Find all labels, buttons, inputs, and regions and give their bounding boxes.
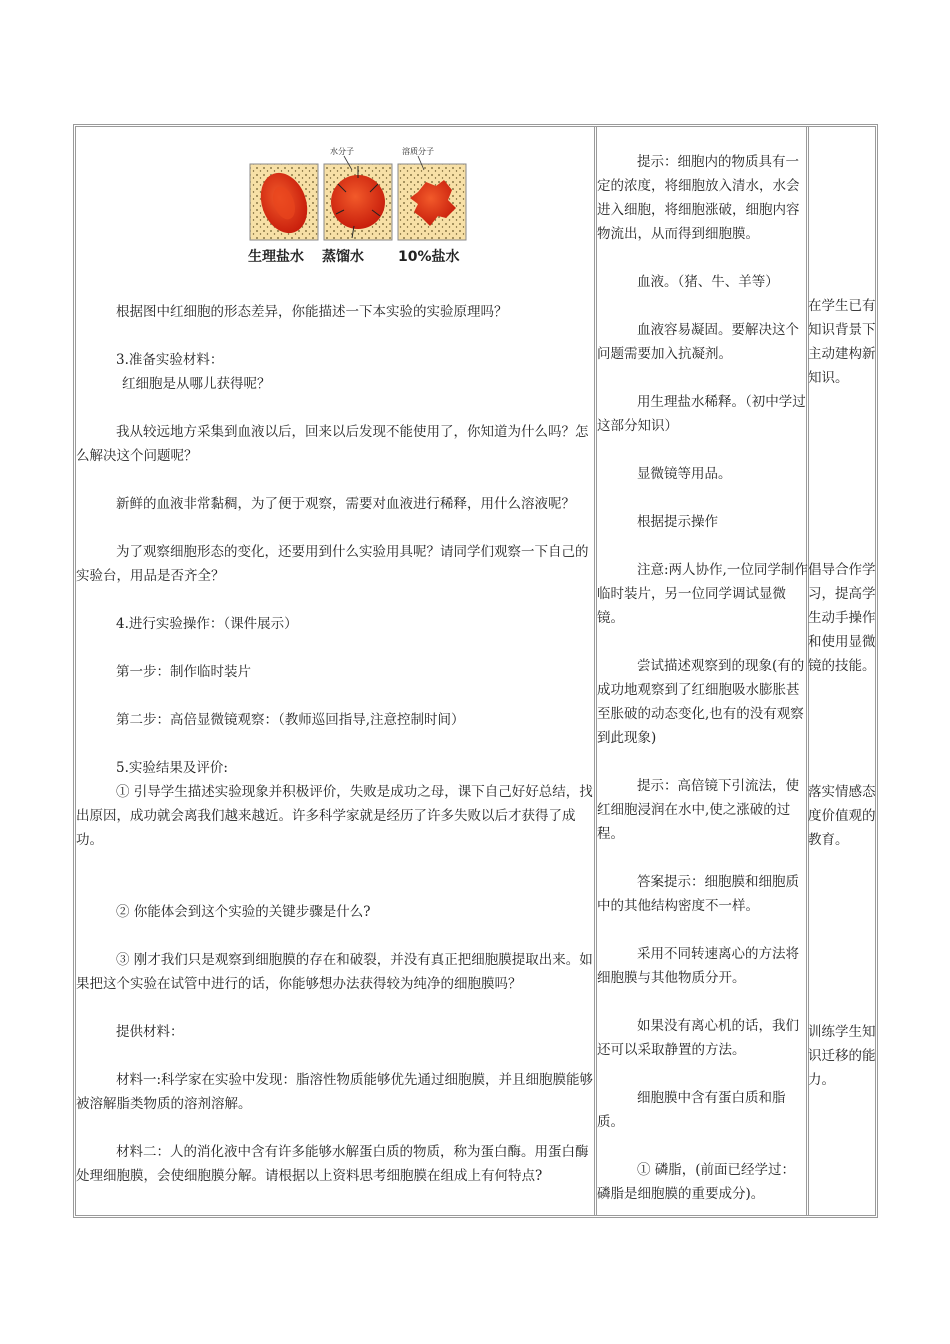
paragraph: 尝试描述观察到的现象(有的成功地观察到了红细胞吸水膨胀甚至胀破的动态变化,也有的没有观察到此现象)	[597, 658, 805, 746]
paragraph: 如果没有离心机的话，我们还可以采取静置的方法。	[597, 1018, 799, 1058]
caption-salt-water: 10%盐水	[398, 249, 460, 265]
paragraph: 根据提示操作	[637, 514, 718, 530]
paragraph: 注意:两人协作,一位同学制作临时装片，另一位同学调试显微镜。	[597, 562, 808, 626]
paragraph: 细胞膜中含有蛋白质和脂质。	[597, 1090, 786, 1130]
paragraph: 用生理盐水稀释。（初中学过这部分知识）	[597, 394, 806, 434]
paragraph: 训练学生知识迁移的能力。	[808, 1024, 876, 1088]
paragraph: 提供材料：	[116, 1024, 184, 1040]
paragraph: 提示：细胞内的物质具有一定的浓度，将细胞放入清水，水会进入细胞，将细胞涨破，细胞内容物流出，从而得到细胞膜。	[597, 154, 800, 242]
paragraph: ② 你能体会到这个实验的关键步骤是什么?	[116, 904, 371, 920]
paragraph: 第二步：高倍显微镜观察：（教师巡回指导,注意控制时间）	[116, 712, 465, 728]
paragraph: 为了观察细胞形态的变化，还要用到什么实验用具呢？请同学们观察一下自己的实验台，用品是否齐全？	[76, 544, 589, 584]
paragraph: 新鲜的血液非常黏稠，为了便于观察，需要对血液进行稀释，用什么溶液呢？	[116, 496, 575, 512]
paragraph: 3.准备实验材料：	[116, 352, 224, 368]
paragraph: 我从较远地方采集到血液以后，回来以后发现不能使用了，你知道为什么吗？怎么解决这个问题呢？	[76, 424, 589, 464]
paragraph: 答案提示：细胞膜和细胞质中的其他结构密度不一样。	[597, 874, 799, 914]
paragraph: 材料一:科学家在实验中发现：脂溶性物质能够优先通过细胞膜，并且细胞膜能够被溶解脂类物质的溶剂溶解。	[76, 1072, 594, 1112]
paragraph: 4.进行实验操作：（课件展示）	[116, 616, 298, 632]
caption-distilled-water: 蒸馏水	[322, 249, 364, 265]
paragraph: ③ 刚才我们只是观察到细胞膜的存在和破裂，并没有真正把细胞膜提取出来。如果把这个实验在试管中进行的话，你能够想办法获得较为纯净的细胞膜吗？	[76, 952, 593, 992]
paragraph: 在学生已有知识背景下主动建构新知识。	[808, 298, 876, 386]
paragraph: 倡导合作学习，提高学生动手操作和使用显微镜的技能。	[808, 562, 876, 674]
solute-molecule-label: 溶质分子	[402, 147, 434, 156]
paragraph: ① 磷脂，(前面已经学过：磷脂是细胞膜的重要成分)。	[597, 1162, 796, 1202]
paragraph: ① 引导学生描述实验现象并积极评价，失败是成功之母，课下自己好好总结，找出原因，成功就会离我们越来越近。许多科学家就是经历了许多失败以后才获得了成功。	[76, 784, 593, 848]
paragraph: 5.实验结果及评价:	[116, 760, 228, 776]
paragraph: 血液容易凝固。要解决这个问题需要加入抗凝剂。	[597, 322, 799, 362]
paragraph: 红细胞是从哪儿获得呢？	[122, 376, 271, 392]
paragraph: 落实情感态度价值观的教育。	[808, 784, 876, 848]
paragraph: 采用不同转速离心的方法将细胞膜与其他物质分开。	[597, 946, 799, 986]
paragraph: 根据图中红细胞的形态差异，你能描述一下本实验的实验原理吗？	[116, 304, 508, 320]
paragraph: 第一步：制作临时装片	[116, 664, 251, 680]
caption-saline: 生理盐水	[248, 249, 304, 265]
paragraph: 血液。（猪、牛、羊等）	[637, 274, 779, 290]
water-molecule-label: 水分子	[330, 147, 354, 156]
paragraph: 材料二：人的消化液中含有许多能够水解蛋白质的物质，称为蛋白酶。用蛋白酶处理细胞膜，会使细胞膜分解。请根据以上资料思考细胞膜在组成上有何特点?	[76, 1144, 589, 1184]
paragraph: 显微镜等用品。	[637, 466, 732, 482]
paragraph: 提示：高倍镜下引流法，使红细胞浸润在水中,使之涨破的过程。	[597, 778, 799, 842]
